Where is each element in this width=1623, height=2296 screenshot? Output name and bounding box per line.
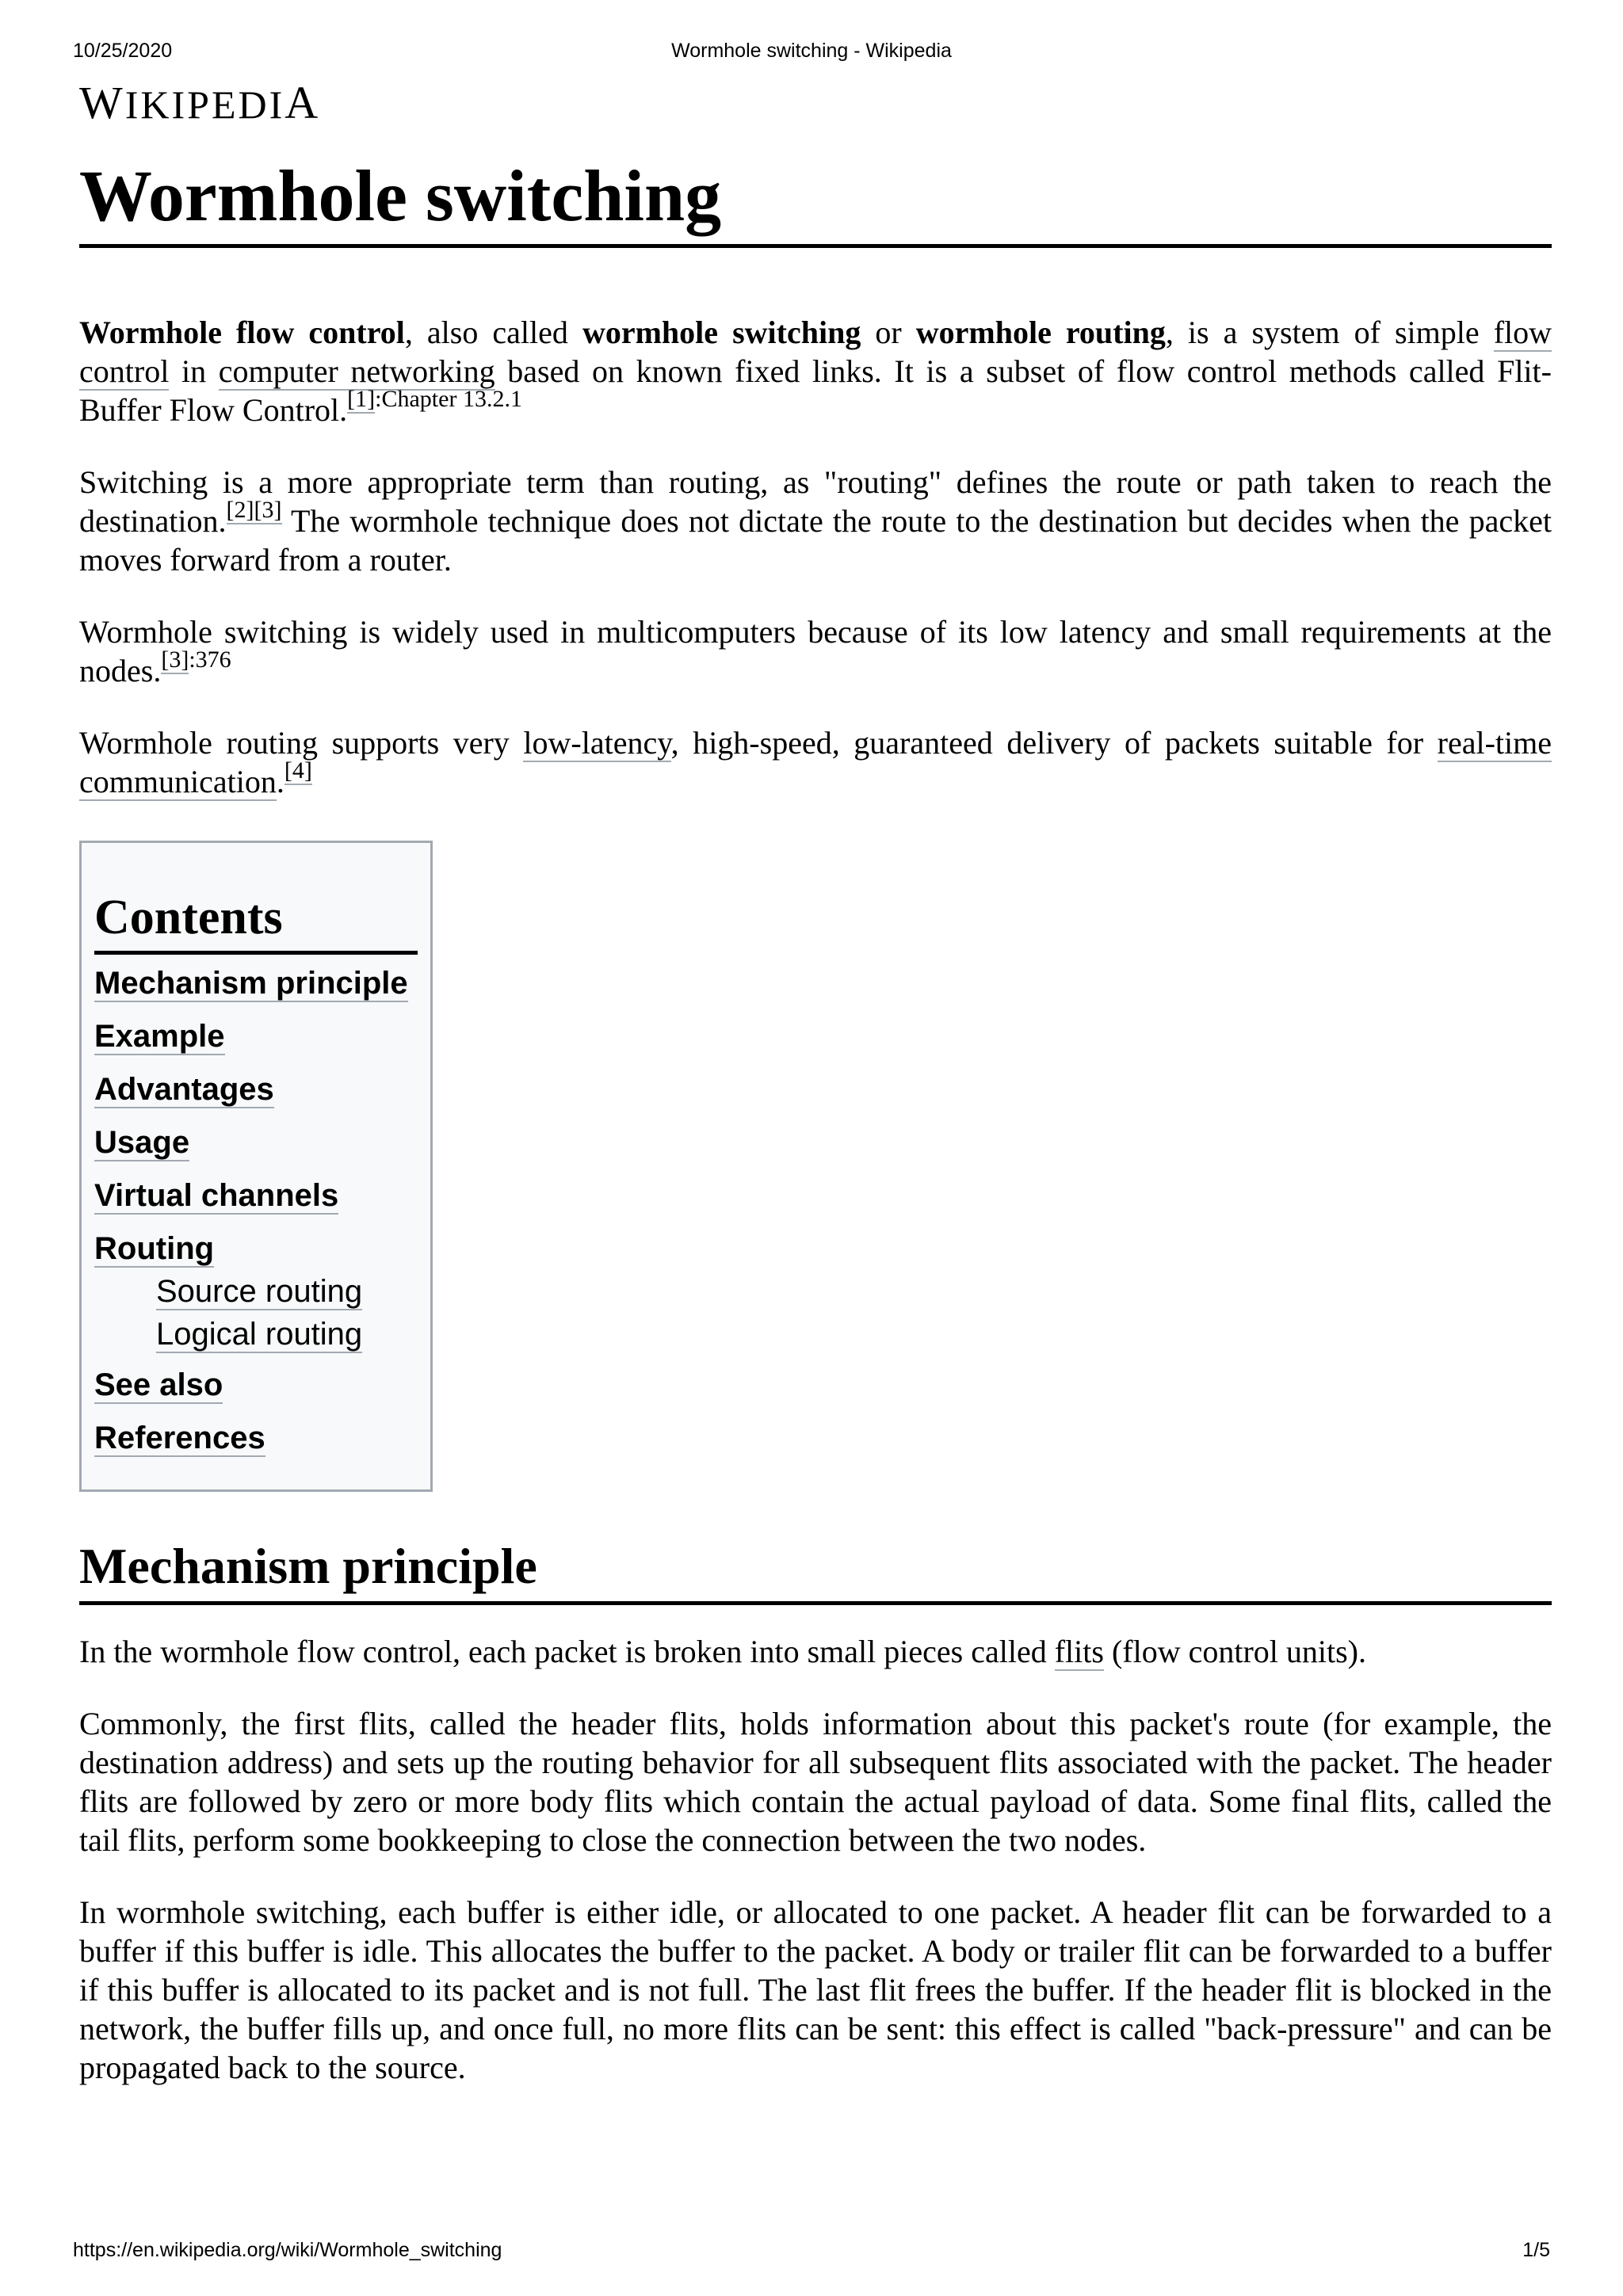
toc-item-virtual-channels[interactable] xyxy=(94,1178,418,1213)
toc-item-label[interactable]: Usage xyxy=(94,1125,190,1160)
text: (flow control units). xyxy=(1103,1634,1366,1669)
reference-3[interactable] xyxy=(161,646,231,674)
toc-title: Contents xyxy=(94,889,418,955)
toc-item-routing[interactable] xyxy=(94,1231,418,1352)
reference-link[interactable]: [3] xyxy=(254,497,282,523)
reference-link[interactable]: [3] xyxy=(161,646,189,673)
text: in xyxy=(169,353,219,389)
link-real-time-communication[interactable]: real-time communication xyxy=(79,725,1552,799)
reference-link[interactable]: [2] xyxy=(226,497,254,523)
toc-list xyxy=(94,966,418,1455)
bold-term: wormhole routing xyxy=(915,315,1166,350)
mechanism-paragraph-2: Commonly, the first flits, called the header flits, holds information about this packet's route (for example, the destination address) and sets up the routing behavior for all subsequent flits associated with the packet. The header flits are followed by zero or more body flits which contain the actual payload of data. Some final flits, called the tail flits, perform some bookkeeping to close the connection between the two nodes. xyxy=(79,1706,1552,1858)
intro-paragraph-4 xyxy=(79,723,1552,801)
wikipedia-logo[interactable] xyxy=(79,76,320,129)
print-page-number: 1/5 xyxy=(1522,2239,1550,2261)
text: Switching is a more appropriate term than routing, as "routing" defines the route or path taken to reach the destination. xyxy=(79,464,1552,539)
reference-4[interactable] xyxy=(285,757,312,785)
reference-1[interactable] xyxy=(347,386,522,414)
text: based on known fixed links. It is a subset of flow control methods called Flit-Buffer Flow Control. xyxy=(79,353,1552,428)
text: In the wormhole flow control, each packet is broken into small pieces called xyxy=(79,1634,1055,1669)
bold-term: wormhole switching xyxy=(582,315,861,350)
logo-letters-middle: IKIPEDI xyxy=(124,82,285,127)
link-computer-networking[interactable]: computer networking xyxy=(218,353,495,389)
logo-letter-last: A xyxy=(285,77,321,128)
page-title: Wormhole switching xyxy=(79,151,1552,248)
toc-item-label[interactable]: See also xyxy=(94,1367,223,1402)
toc-item-example[interactable] xyxy=(94,1019,418,1054)
intro-paragraph-3 xyxy=(79,612,1552,690)
print-url: https://en.wikipedia.org/wiki/Wormhole_switching xyxy=(73,2239,502,2261)
text: , high-speed, guaranteed delivery of packets suitable for xyxy=(670,725,1438,761)
text: . xyxy=(276,764,285,799)
toc-item-label[interactable]: Example xyxy=(94,1019,225,1054)
reference-page: :376 xyxy=(189,646,231,673)
mechanism-paragraph-1 xyxy=(79,1632,1552,1671)
toc-item-label[interactable]: Mechanism principle xyxy=(94,966,408,1001)
toc-item-usage[interactable] xyxy=(94,1125,418,1160)
toc-sublist-routing xyxy=(94,1274,418,1352)
link-flow-control[interactable]: flow control xyxy=(79,315,1552,389)
toc-item-label[interactable]: Logical routing xyxy=(156,1317,363,1352)
text: Wormhole switching is widely used in multicomputers because of its low latency and small requirements at the nodes. xyxy=(79,614,1552,688)
reference-page: :Chapter 13.2.1 xyxy=(375,386,522,412)
toc-item-label[interactable]: Routing xyxy=(94,1231,215,1266)
link-flits[interactable]: flits xyxy=(1054,1634,1104,1669)
print-date: 10/25/2020 xyxy=(73,40,173,62)
text: The wormhole technique does not dictate the route to the destination but decides when the packet moves forward from a router. xyxy=(79,503,1552,578)
reference-link[interactable]: [1] xyxy=(347,386,376,412)
toc-item-label[interactable]: Virtual channels xyxy=(94,1178,339,1213)
print-header xyxy=(73,40,1550,67)
toc-item-label[interactable]: References xyxy=(94,1421,265,1455)
text: or xyxy=(861,315,916,350)
link-low-latency[interactable]: low-latency xyxy=(523,725,671,761)
section-heading-mechanism-principle: Mechanism principle xyxy=(79,1535,1552,1605)
print-footer xyxy=(73,2239,1550,2266)
intro-paragraph-2 xyxy=(79,463,1552,579)
print-page-title: Wormhole switching - Wikipedia xyxy=(671,40,952,62)
toc-item-references[interactable] xyxy=(94,1421,418,1455)
logo-letter-first: W xyxy=(79,77,125,128)
reference-2[interactable] xyxy=(227,497,282,524)
toc-item-label[interactable]: Source routing xyxy=(156,1274,363,1309)
bold-term: Wormhole flow control xyxy=(79,315,405,350)
intro-paragraph-1 xyxy=(79,313,1552,429)
table-of-contents xyxy=(79,841,433,1492)
toc-subitem-logical-routing[interactable] xyxy=(156,1317,418,1352)
toc-item-see-also[interactable] xyxy=(94,1367,418,1402)
article-content xyxy=(79,151,1552,2120)
toc-item-label[interactable]: Advantages xyxy=(94,1072,274,1107)
toc-subitem-source-routing[interactable] xyxy=(156,1274,418,1309)
mechanism-paragraph-3: In wormhole switching, each buffer is either idle, or allocated to one packet. A header flit can be forwarded to a buffer if this buffer is idle. This allocates the buffer to the packet. A body or trailer flit can be forwarded to a buffer if this buffer is allocated to its packet and is not full. The last flit frees the buffer. If the header flit is blocked in the network, the buffer fills up, and once full, no more flits can be sent: this effect is called "back-pressure" and can be propagated back to the source. xyxy=(79,1894,1552,2085)
text: , also called xyxy=(404,315,582,350)
text: , is a system of simple xyxy=(1165,315,1494,350)
reference-link[interactable]: [4] xyxy=(284,757,312,784)
toc-item-mechanism-principle[interactable] xyxy=(94,966,418,1001)
toc-item-advantages[interactable] xyxy=(94,1072,418,1107)
text: Wormhole routing supports very xyxy=(79,725,524,761)
